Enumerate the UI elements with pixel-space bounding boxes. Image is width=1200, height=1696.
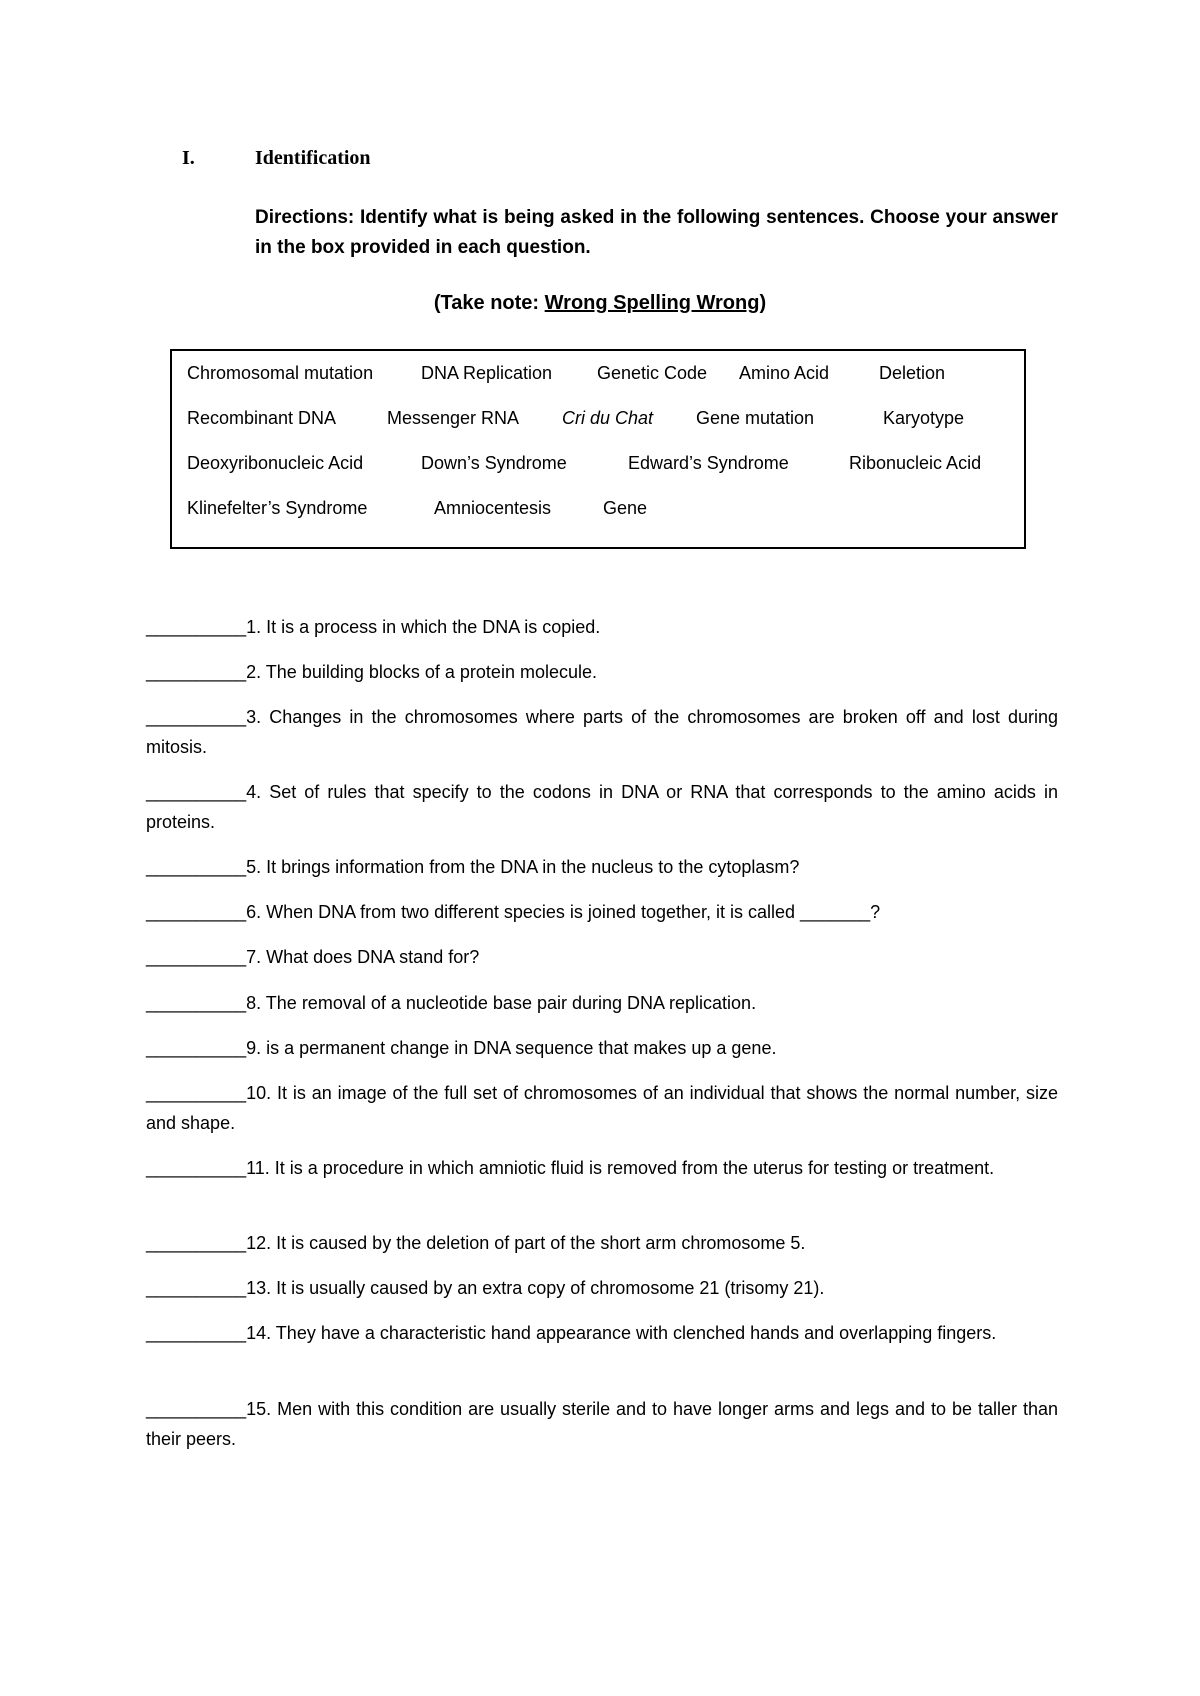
answer-blank[interactable]: __________ — [146, 1399, 247, 1419]
take-note-open: (Take note: — [433, 292, 545, 314]
question-item — [146, 1078, 1058, 1138]
word-chromosomal-mutation: Chromosomal mutation — [187, 363, 374, 383]
directions-text: Directions: Identify what is being asked in the following sentences. Choose your answer in the box provided in each question. — [255, 207, 1058, 258]
question-item — [146, 612, 1058, 642]
answer-blank[interactable]: __________ — [146, 1278, 247, 1298]
answer-blank[interactable]: __________ — [146, 1323, 247, 1343]
question-item — [146, 1153, 1058, 1183]
question-text: 9. is a permanent change in DNA sequence that makes up a gene. — [246, 1038, 777, 1058]
question-item — [146, 1318, 1058, 1348]
answer-word-box — [170, 349, 1026, 549]
question-text: 12. It is caused by the deletion of part of the short arm chromosome 5. — [246, 1233, 806, 1253]
word-amino-acid: Amino Acid — [739, 363, 830, 383]
answer-blank[interactable]: __________ — [146, 1233, 247, 1253]
question-text: 13. It is usually caused by an extra copy of chromosome 21 (trisomy 21). — [246, 1278, 825, 1298]
question-item — [146, 657, 1058, 687]
section-title: Identification — [255, 147, 371, 169]
answer-blank[interactable]: __________ — [146, 947, 247, 967]
answer-blank[interactable]: __________ — [146, 1158, 247, 1178]
word-edwards-syndrome: Edward’s Syndrome — [628, 453, 789, 473]
question-item — [146, 702, 1058, 762]
word-amniocentesis: Amniocentesis — [434, 498, 552, 518]
question-text: 11. It is a procedure in which amniotic fluid is removed from the uterus for testing or treatment. — [246, 1158, 995, 1178]
word-deletion: Deletion — [879, 363, 946, 383]
answer-blank[interactable]: __________ — [146, 782, 247, 802]
question-text: 7. What does DNA stand for? — [246, 947, 480, 967]
answer-blank[interactable]: __________ — [146, 617, 247, 637]
answer-blank[interactable]: __________ — [146, 707, 247, 727]
word-cri-du-chat: Cri du Chat — [562, 408, 654, 428]
answer-blank[interactable]: __________ — [146, 662, 247, 682]
question-text: 3. Changes in the chromosomes where parts of the chromosomes are broken off and lost during mitosis. — [146, 707, 1058, 757]
word-downs-syndrome: Down’s Syndrome — [421, 453, 567, 473]
section-number: I. — [182, 147, 195, 169]
question-text: 5. It brings information from the DNA in the nucleus to the cytoplasm? — [246, 857, 800, 877]
word-gene-mutation: Gene mutation — [696, 408, 815, 428]
word-recombinant-dna: Recombinant DNA — [187, 408, 337, 428]
question-item — [146, 1394, 1058, 1454]
word-messenger-rna: Messenger RNA — [387, 408, 520, 428]
question-text: 1. It is a process in which the DNA is copied. — [246, 617, 601, 637]
question-text: 8. The removal of a nucleotide base pair during DNA replication. — [246, 993, 757, 1013]
take-note — [0, 292, 1200, 315]
word-genetic-code: Genetic Code — [597, 363, 708, 383]
question-item — [146, 897, 1058, 927]
question-text: 4. Set of rules that specify to the codons in DNA or RNA that corresponds to the amino acids in proteins. — [146, 782, 1058, 832]
question-item — [146, 1033, 1058, 1063]
question-item — [146, 1228, 1058, 1258]
question-item — [146, 1273, 1058, 1303]
word-klinefelters-syndrome: Klinefelter’s Syndrome — [187, 498, 368, 518]
answer-blank[interactable]: __________ — [146, 1038, 247, 1058]
question-text: 14. They have a characteristic hand appearance with clenched hands and overlapping fingers. — [246, 1323, 997, 1343]
question-text: 2. The building blocks of a protein molecule. — [246, 662, 597, 682]
word-karyotype: Karyotype — [883, 408, 965, 428]
answer-blank[interactable]: __________ — [146, 857, 247, 877]
take-note-emphasis: Wrong Spelling Wrong — [544, 292, 760, 314]
question-text: 6. When DNA from two different species is joined together, it is called _______? — [246, 902, 881, 922]
answer-blank[interactable]: __________ — [146, 993, 247, 1013]
question-item — [146, 988, 1058, 1018]
question-item — [146, 942, 1058, 972]
word-dna-replication: DNA Replication — [421, 363, 553, 383]
take-note-close: ) — [759, 292, 767, 314]
question-item — [146, 777, 1058, 837]
question-item — [146, 852, 1058, 882]
word-ribonucleic-acid: Ribonucleic Acid — [849, 453, 982, 473]
word-gene: Gene — [603, 498, 648, 518]
answer-blank[interactable]: __________ — [146, 1083, 247, 1103]
question-text: 10. It is an image of the full set of chromosomes of an individual that shows the normal number, size and shape. — [146, 1083, 1058, 1133]
word-deoxyribonucleic-acid: Deoxyribonucleic Acid — [187, 453, 364, 473]
question-text: 15. Men with this condition are usually sterile and to have longer arms and legs and to be taller than their peers. — [146, 1399, 1058, 1449]
answer-blank[interactable]: __________ — [146, 902, 247, 922]
